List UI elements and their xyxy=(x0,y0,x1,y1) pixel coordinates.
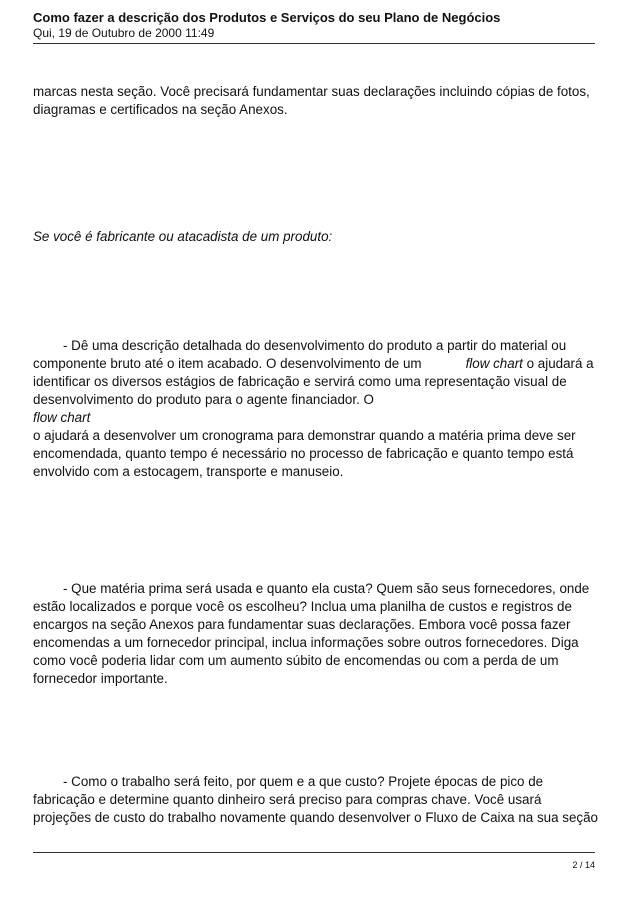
footer-divider xyxy=(33,852,595,853)
text-line: como você poderia lidar com um aumento súbito de encomendas ou com a perda de um xyxy=(33,653,559,668)
flow-chart-term: flow chart xyxy=(465,356,523,371)
paragraph-trabalho xyxy=(33,773,603,827)
text-line: encomendas a um fornecedor principal, inclua informações sobre outros fornecedores. Diga xyxy=(33,635,579,650)
text-line: estão localizados e porque você os escolheu? Inclua uma planilha de custos e registros de xyxy=(33,599,572,614)
text-segment: componente bruto até o item acabado. O desenvolvimento de um xyxy=(33,356,422,371)
text-line: - Como o trabalho será feito, por quem e a que custo? Projete épocas de pico de xyxy=(63,774,544,789)
text-line: fabricação e determine quanto dinheiro será preciso para compras chave. Você usará xyxy=(33,792,542,807)
page-header xyxy=(33,10,595,41)
header-divider xyxy=(33,43,595,44)
flow-chart-text: flow chart xyxy=(33,410,91,425)
text-line: fornecedor importante. xyxy=(33,671,168,686)
text-line: encargos na seção Anexos para fundamentar suas declarações. Embora você possa fazer xyxy=(33,617,571,632)
page-number: 2 / 14 xyxy=(572,860,595,870)
flow-chart-term xyxy=(33,409,603,427)
text-line: marcas nesta seção. Você precisará fundamentar suas declarações incluindo cópias de fotos, xyxy=(33,84,590,99)
text-line: projeções de custo do trabalho novamente quando desenvolver o Fluxo de Caixa na sua seção xyxy=(33,810,599,825)
paragraph-flow-chart xyxy=(33,337,603,481)
text-line xyxy=(33,355,603,373)
text-line: envolvido com a estocagem, transporte e manuseio. xyxy=(33,464,344,479)
text-line: - Que matéria prima será usada e quanto ela custa? Quem são seus fornecedores, onde xyxy=(63,581,590,596)
text-line: encomendada, quanto tempo é necessário no processo de fabricação e quanto tempo está xyxy=(33,446,574,461)
section-heading: Se você é fabricante ou atacadista de um produto: xyxy=(33,229,333,244)
text-line: diagramas e certificados na seção Anexos. xyxy=(33,102,288,117)
text-segment: o ajudará a xyxy=(526,356,594,371)
text-line: desenvolvimento do produto para o agente financiador. O xyxy=(33,392,374,407)
text-line: o ajudará a desenvolver um cronograma para demonstrar quando a matéria prima deve ser xyxy=(33,428,576,443)
document-date: Qui, 19 de Outubro de 2000 11:49 xyxy=(33,26,215,40)
text-line: - Dê uma descrição detalhada do desenvolvimento do produto a partir do material ou xyxy=(63,338,567,353)
paragraph-anexos xyxy=(33,83,603,119)
paragraph-materia-prima xyxy=(33,580,603,688)
text-line: identificar os diversos estágios de fabricação e servirá como uma representação visual de xyxy=(33,374,567,389)
document-title: Como fazer a descrição dos Produtos e Serviços do seu Plano de Negócios xyxy=(33,10,501,25)
